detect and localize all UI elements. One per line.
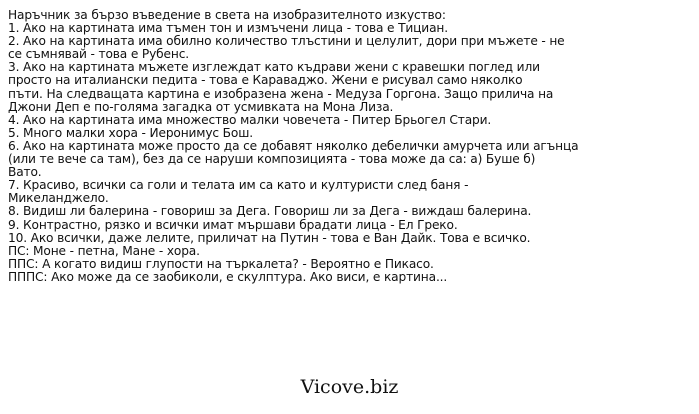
text-line-1: 1. Ако на картината има тъмен тон и измъчени лица - това е Тициан.: [8, 21, 448, 36]
text-line-4: 3. Ако на картината мъжете изглеждат като къдрави жени с кравешки поглед или: [8, 60, 540, 75]
text-line-10: 6. Ако на картината може просто да се добавят няколко дебелички амурчета или агънца: [8, 138, 579, 153]
text-line-9: 5. Много малки хора - Иеронимус Бош.: [8, 125, 253, 140]
text-line-2: 2. Ако на картината има обилно количество тлъстини и целулит, дори при мъжете - не: [8, 34, 565, 49]
text-line-20: ПППС: Ако може да се заобиколи, е скулптура. Ако виси, е картина...: [8, 269, 448, 284]
article-text: [8, 9, 692, 284]
text-line-6: пъти. На следващата картина е изобразена жена - Медуза Горгона. Защо прилича на: [8, 86, 554, 101]
text-line-13: 7. Красиво, всички са голи и телата им са като и културисти след баня -: [8, 178, 469, 193]
text-line-19: ППС: А когато видиш глупости на търкалета? - Вероятно е Пикасо.: [8, 256, 434, 271]
text-line-3: се съмнявай - това е Рубенс.: [8, 47, 189, 62]
text-line-16: 9. Контрастно, рязко и всички имат мършави брадати лица - Ел Греко.: [8, 217, 458, 232]
text-line-11: (или те вече са там), без да се наруши композицията - това може да са: а) Буше б): [8, 152, 536, 167]
site-watermark: Vicove.biz: [300, 376, 399, 398]
text-line-17: 10. Ако всички, даже лелите, приличат на Путин - това е Ван Дайк. Това е всичко.: [8, 230, 531, 245]
text-line-8: 4. Ако на картината има множество малки човечета - Питер Брьогел Стари.: [8, 112, 492, 127]
text-line-18: ПС: Моне - петна, Мане - хора.: [8, 243, 200, 258]
text-line-14: Микеланджело.: [8, 191, 109, 206]
text-line-5: просто на италиански педита - това е Караваджо. Жени е рисувал само няколко: [8, 73, 523, 88]
text-line-15: 8. Видиш ли балерина - говориш за Дега. Говориш ли за Дега - виждаш балерина.: [8, 204, 532, 219]
article-title: Наръчник за бързо въведение в света на изобразителното изкуство:: [8, 8, 446, 22]
text-line-7: Джони Деп е по-голяма загадка от усмивката на Мона Лиза.: [8, 99, 394, 114]
text-line-12: Вато.: [8, 165, 42, 180]
